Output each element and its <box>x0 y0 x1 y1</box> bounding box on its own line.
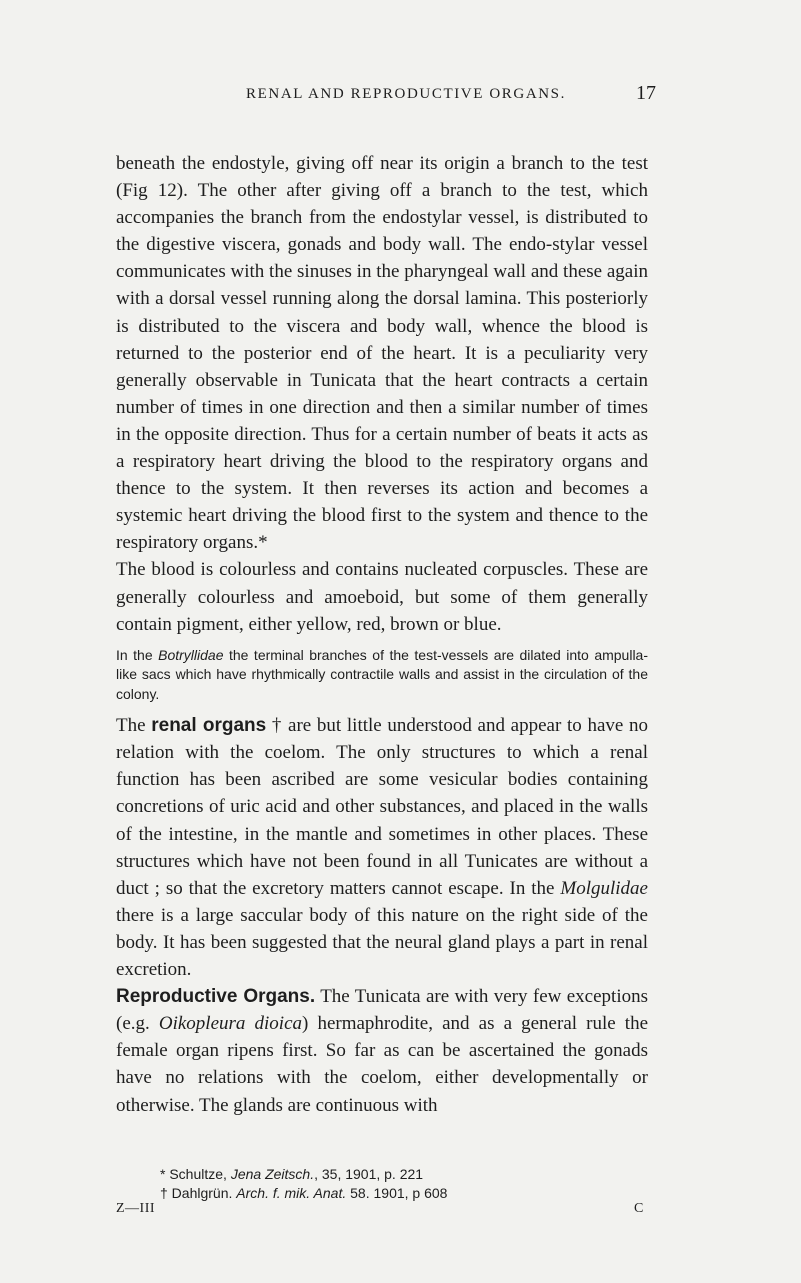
page-number: 17 <box>636 82 656 104</box>
small-note-start: In the <box>116 646 159 663</box>
reproductive-organs-heading: Reproductive Organs. <box>116 986 316 1008</box>
reproductive-text: The Tunicata are with very few exceptions (e.g. <box>116 986 648 1035</box>
taxon-botryllidae: Botryllidae <box>158 646 224 663</box>
footnote-dahlgrun <box>160 1184 660 1203</box>
species-oikopleura: Oikopleura dioica <box>158 1013 303 1035</box>
small-print-note <box>116 646 648 705</box>
running-head: RENAL AND REPRODUCTIVE ORGANS. <box>246 86 566 102</box>
small-note-rest: the terminal branches of the test-vessels are dilated into ampulla-like sacs which have rhythmically contractile walls and assist in the circulation of the colony. <box>116 646 649 702</box>
signature-mark: Z—III <box>116 1201 156 1216</box>
reproductive-text-end: ) hermaphrodite, and as a general rule the female organ ripens first. So far as can be ascertained the gonads have no relations with the coelom, either developmentally or otherwise. The glands are continuous with <box>116 1013 648 1116</box>
footnote-2-ref: 58. 1901, p 608 <box>346 1185 448 1201</box>
taxon-molgulidae: Molgulidae <box>560 877 648 899</box>
footnote-1-journal: Jena Zeitsch. <box>230 1166 315 1182</box>
body-text <box>116 150 648 1119</box>
footnotes <box>160 1165 660 1203</box>
renal-intro: The <box>116 715 152 737</box>
footnote-1-author: * Schultze, <box>160 1166 231 1182</box>
gathering-letter: C <box>634 1201 644 1216</box>
footnote-2-journal: Arch. f. mik. Anat. <box>236 1185 347 1201</box>
paragraph-circulation: beneath the endostyle, giving off near its origin a branch to the test (Fig 12). The other after giving off a branch to the test, which accompanies the branch from the endostylar vessel, is distributed to the digestive viscera, gonads and body wall. The endo-stylar vessel communicates with the sinuses in the pharyngeal wall and these again with a dorsal vessel running along the dorsal lamina. This posteriorly is distributed to the viscera and body wall, whence the blood is returned to the posterior end of the heart. It is a peculiarity very generally observable in Tunicata that the heart contracts a certain number of times in one direction and then a similar number of times in the opposite direction. Thus for a certain number of beats it acts as a respiratory heart driving the blood to the respiratory organs and thence to the system. It then reverses its action and becomes a systemic heart driving the blood first to the system and thence to the respiratory organs.* <box>116 153 648 554</box>
paragraph-renal-organs <box>116 712 648 983</box>
renal-text-end: there is a large saccular body of this nature on the right side of the body. It has been suggested that the neural gland plays a part in renal excretion. <box>116 904 648 981</box>
footnote-1-ref: , 35, 1901, p. 221 <box>314 1166 424 1182</box>
renal-text: † are but little understood and appear to have no relation with the coelom. The only structures to which a renal function has been ascribed are some vesicular bodies containing concretions of uric acid and other substances, and placed in the walls of the intestine, in the mantle and sometimes in other places. These structures which have not been found in all Tunicates are without a duct ; so that the excretory matters cannot escape. In the <box>116 715 648 899</box>
footnote-2-author: † Dahlgrün. <box>160 1185 237 1201</box>
paragraph-reproductive-organs <box>116 983 648 1118</box>
renal-organs-heading: renal organs <box>151 715 267 737</box>
footnote-schultze <box>160 1165 660 1184</box>
paragraph-blood: The blood is colourless and contains nucleated corpuscles. These are generally colourless and amoeboid, but some of them generally contain pigment, either yellow, red, brown or blue. <box>116 559 648 635</box>
